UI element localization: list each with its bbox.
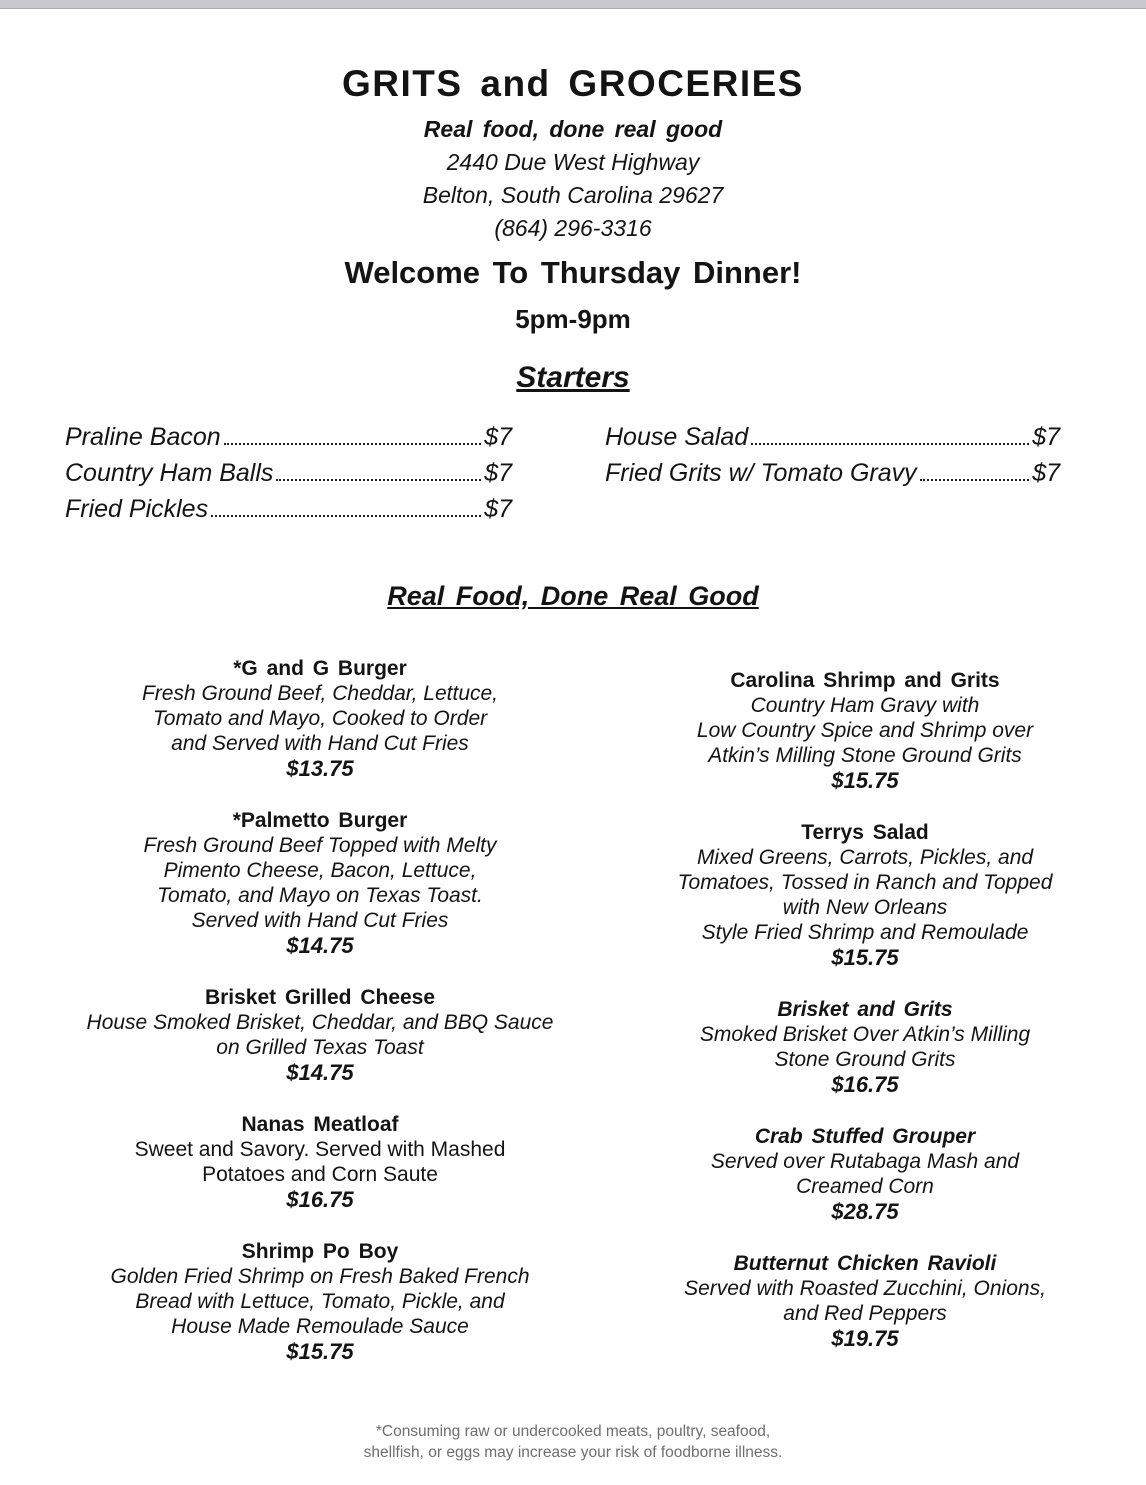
menu-item-description [630, 845, 1100, 945]
item-description-line: Low Country Spice and Shrimp over [696, 719, 1034, 742]
item-description-line: Tomato and Mayo, Cooked to Order [152, 707, 488, 730]
menu-item [630, 1251, 1100, 1351]
starter-price: $7 [1032, 423, 1060, 451]
menu-item-description [60, 833, 580, 933]
item-description-line: Smoked Brisket Over Atkin’s Milling [699, 1023, 1031, 1046]
item-description-line: Golden Fried Shrimp on Fresh Baked French [110, 1265, 530, 1288]
menu-item [630, 1124, 1100, 1224]
restaurant-tagline: Real food, done real good [423, 116, 723, 142]
menu-item-name: Carolina Shrimp and Grits [730, 669, 1000, 692]
menu-item [60, 985, 580, 1085]
starter-item [65, 491, 512, 527]
consumer-advisory [0, 1421, 1146, 1463]
menu-item-price: $15.75 [286, 1339, 354, 1364]
menu-header [0, 63, 1146, 335]
starter-item [605, 419, 1060, 455]
starter-name: Praline Bacon [65, 423, 221, 451]
menu-item-description [630, 1149, 1100, 1199]
item-description-line: Atkin’s Milling Stone Ground Grits [708, 744, 1022, 767]
dotted-leader [920, 479, 1030, 481]
menu-item-price: $16.75 [286, 1187, 354, 1212]
entrees-heading: Real Food, Done Real Good [387, 581, 759, 611]
entrees-section [60, 656, 1146, 1391]
item-description-line: Country Ham Gravy with [750, 694, 980, 717]
menu-item-name: Shrimp Po Boy [241, 1240, 399, 1263]
menu-item-description [60, 1010, 580, 1060]
menu-item-description [60, 1137, 580, 1187]
menu-item-name: Crab Stuffed Grouper [754, 1125, 976, 1148]
advisory-line-1: *Consuming raw or undercooked meats, poultry, seafood, [375, 1423, 771, 1440]
menu-item [630, 997, 1100, 1097]
dotted-leader [224, 443, 482, 445]
menu-item-price: $16.75 [831, 1072, 899, 1097]
dotted-leader [211, 515, 481, 517]
item-description-line: Tomato, and Mayo on Texas Toast. [157, 884, 483, 907]
starters-right-column [605, 419, 1060, 527]
menu-item-price: $15.75 [831, 768, 899, 793]
menu-item [60, 1239, 580, 1364]
item-description-line: and Red Peppers [783, 1302, 947, 1325]
dinner-hours: 5pm-9pm [515, 304, 631, 334]
menu-item-name: *G and G Burger [233, 657, 407, 680]
starter-name: Country Ham Balls [65, 459, 274, 487]
scan-edge-band [0, 0, 1146, 9]
starters-left-column [65, 419, 512, 527]
item-description-line: Fresh Ground Beef, Cheddar, Lettuce, [141, 682, 499, 705]
menu-item [60, 1112, 580, 1212]
starter-price: $7 [1032, 459, 1060, 487]
menu-item-description [60, 1264, 580, 1339]
address-city: Belton, South Carolina 29627 [422, 182, 724, 208]
entrees-right-column [630, 656, 1100, 1391]
restaurant-name: GRITS and GROCERIES [342, 63, 804, 104]
starter-item [605, 455, 1060, 491]
starters-heading: Starters [516, 361, 630, 394]
welcome-banner: Welcome To Thursday Dinner! [344, 255, 802, 290]
item-description-line: House Smoked Brisket, Cheddar, and BBQ Sauce [86, 1011, 554, 1034]
item-description-line: Served with Roasted Zucchini, Onions, [684, 1277, 1046, 1300]
phone-number: (864) 296-3316 [494, 215, 652, 241]
item-description-line: Mixed Greens, Carrots, Pickles, and [696, 846, 1034, 869]
item-description-line: Tomatoes, Tossed in Ranch and Topped [677, 871, 1053, 894]
item-description-line: House Made Remoulade Sauce [171, 1315, 469, 1338]
item-description-line: Served with Hand Cut Fries [191, 909, 449, 932]
item-description-line: with New Orleans [782, 896, 948, 919]
advisory-line-2: shellfish, or eggs may increase your risk of foodborne illness. [363, 1444, 783, 1461]
menu-item-description [630, 693, 1100, 768]
menu-item-price: $19.75 [831, 1326, 899, 1351]
starter-price: $7 [484, 459, 512, 487]
menu-item-price: $14.75 [286, 933, 354, 958]
menu-item-name: Terrys Salad [801, 821, 929, 844]
item-description-line: and Served with Hand Cut Fries [171, 732, 469, 755]
starter-item [65, 455, 512, 491]
item-description-line: Bread with Lettuce, Tomato, Pickle, and [135, 1290, 505, 1313]
address-street: 2440 Due West Highway [446, 149, 700, 175]
dotted-leader [276, 479, 481, 481]
starter-price: $7 [484, 423, 512, 451]
menu-item-description [630, 1022, 1100, 1072]
item-description-line: Style Fried Shrimp and Remoulade [701, 921, 1029, 944]
menu-item-description [60, 681, 580, 756]
item-description-line: on Grilled Texas Toast [216, 1036, 424, 1059]
starters-section [65, 419, 1146, 527]
menu-item [630, 820, 1100, 970]
item-description-line: Stone Ground Grits [774, 1048, 956, 1071]
item-description-line: Creamed Corn [796, 1175, 934, 1198]
menu-item-description [630, 1276, 1100, 1326]
item-description-line: Sweet and Savory. Served with Mashed [134, 1138, 506, 1161]
dotted-leader [751, 443, 1029, 445]
item-description-line: Served over Rutabaga Mash and [710, 1150, 1020, 1173]
menu-item [630, 668, 1100, 793]
entrees-left-column [60, 656, 580, 1391]
menu-item-name: Brisket and Grits [777, 998, 953, 1021]
menu-item-price: $13.75 [286, 756, 354, 781]
menu-item-price: $28.75 [831, 1199, 899, 1224]
menu-item-price: $15.75 [831, 945, 899, 970]
menu-item [60, 656, 580, 781]
menu-item-name: Butternut Chicken Ravioli [733, 1252, 997, 1275]
menu-item-name: *Palmetto Burger [232, 809, 408, 832]
menu-item-price: $14.75 [286, 1060, 354, 1085]
starter-name: House Salad [605, 423, 749, 451]
starter-item [65, 419, 512, 455]
starter-name: Fried Grits w/ Tomato Gravy [605, 459, 917, 487]
starter-price: $7 [484, 495, 512, 523]
item-description-line: Fresh Ground Beef Topped with Melty [143, 834, 497, 857]
item-description-line: Potatoes and Corn Saute [202, 1163, 438, 1186]
menu-item [60, 808, 580, 958]
menu-item-name: Nanas Meatloaf [241, 1113, 399, 1136]
starter-name: Fried Pickles [65, 495, 209, 523]
item-description-line: Pimento Cheese, Bacon, Lettuce, [163, 859, 477, 882]
menu-item-name: Brisket Grilled Cheese [204, 986, 436, 1009]
